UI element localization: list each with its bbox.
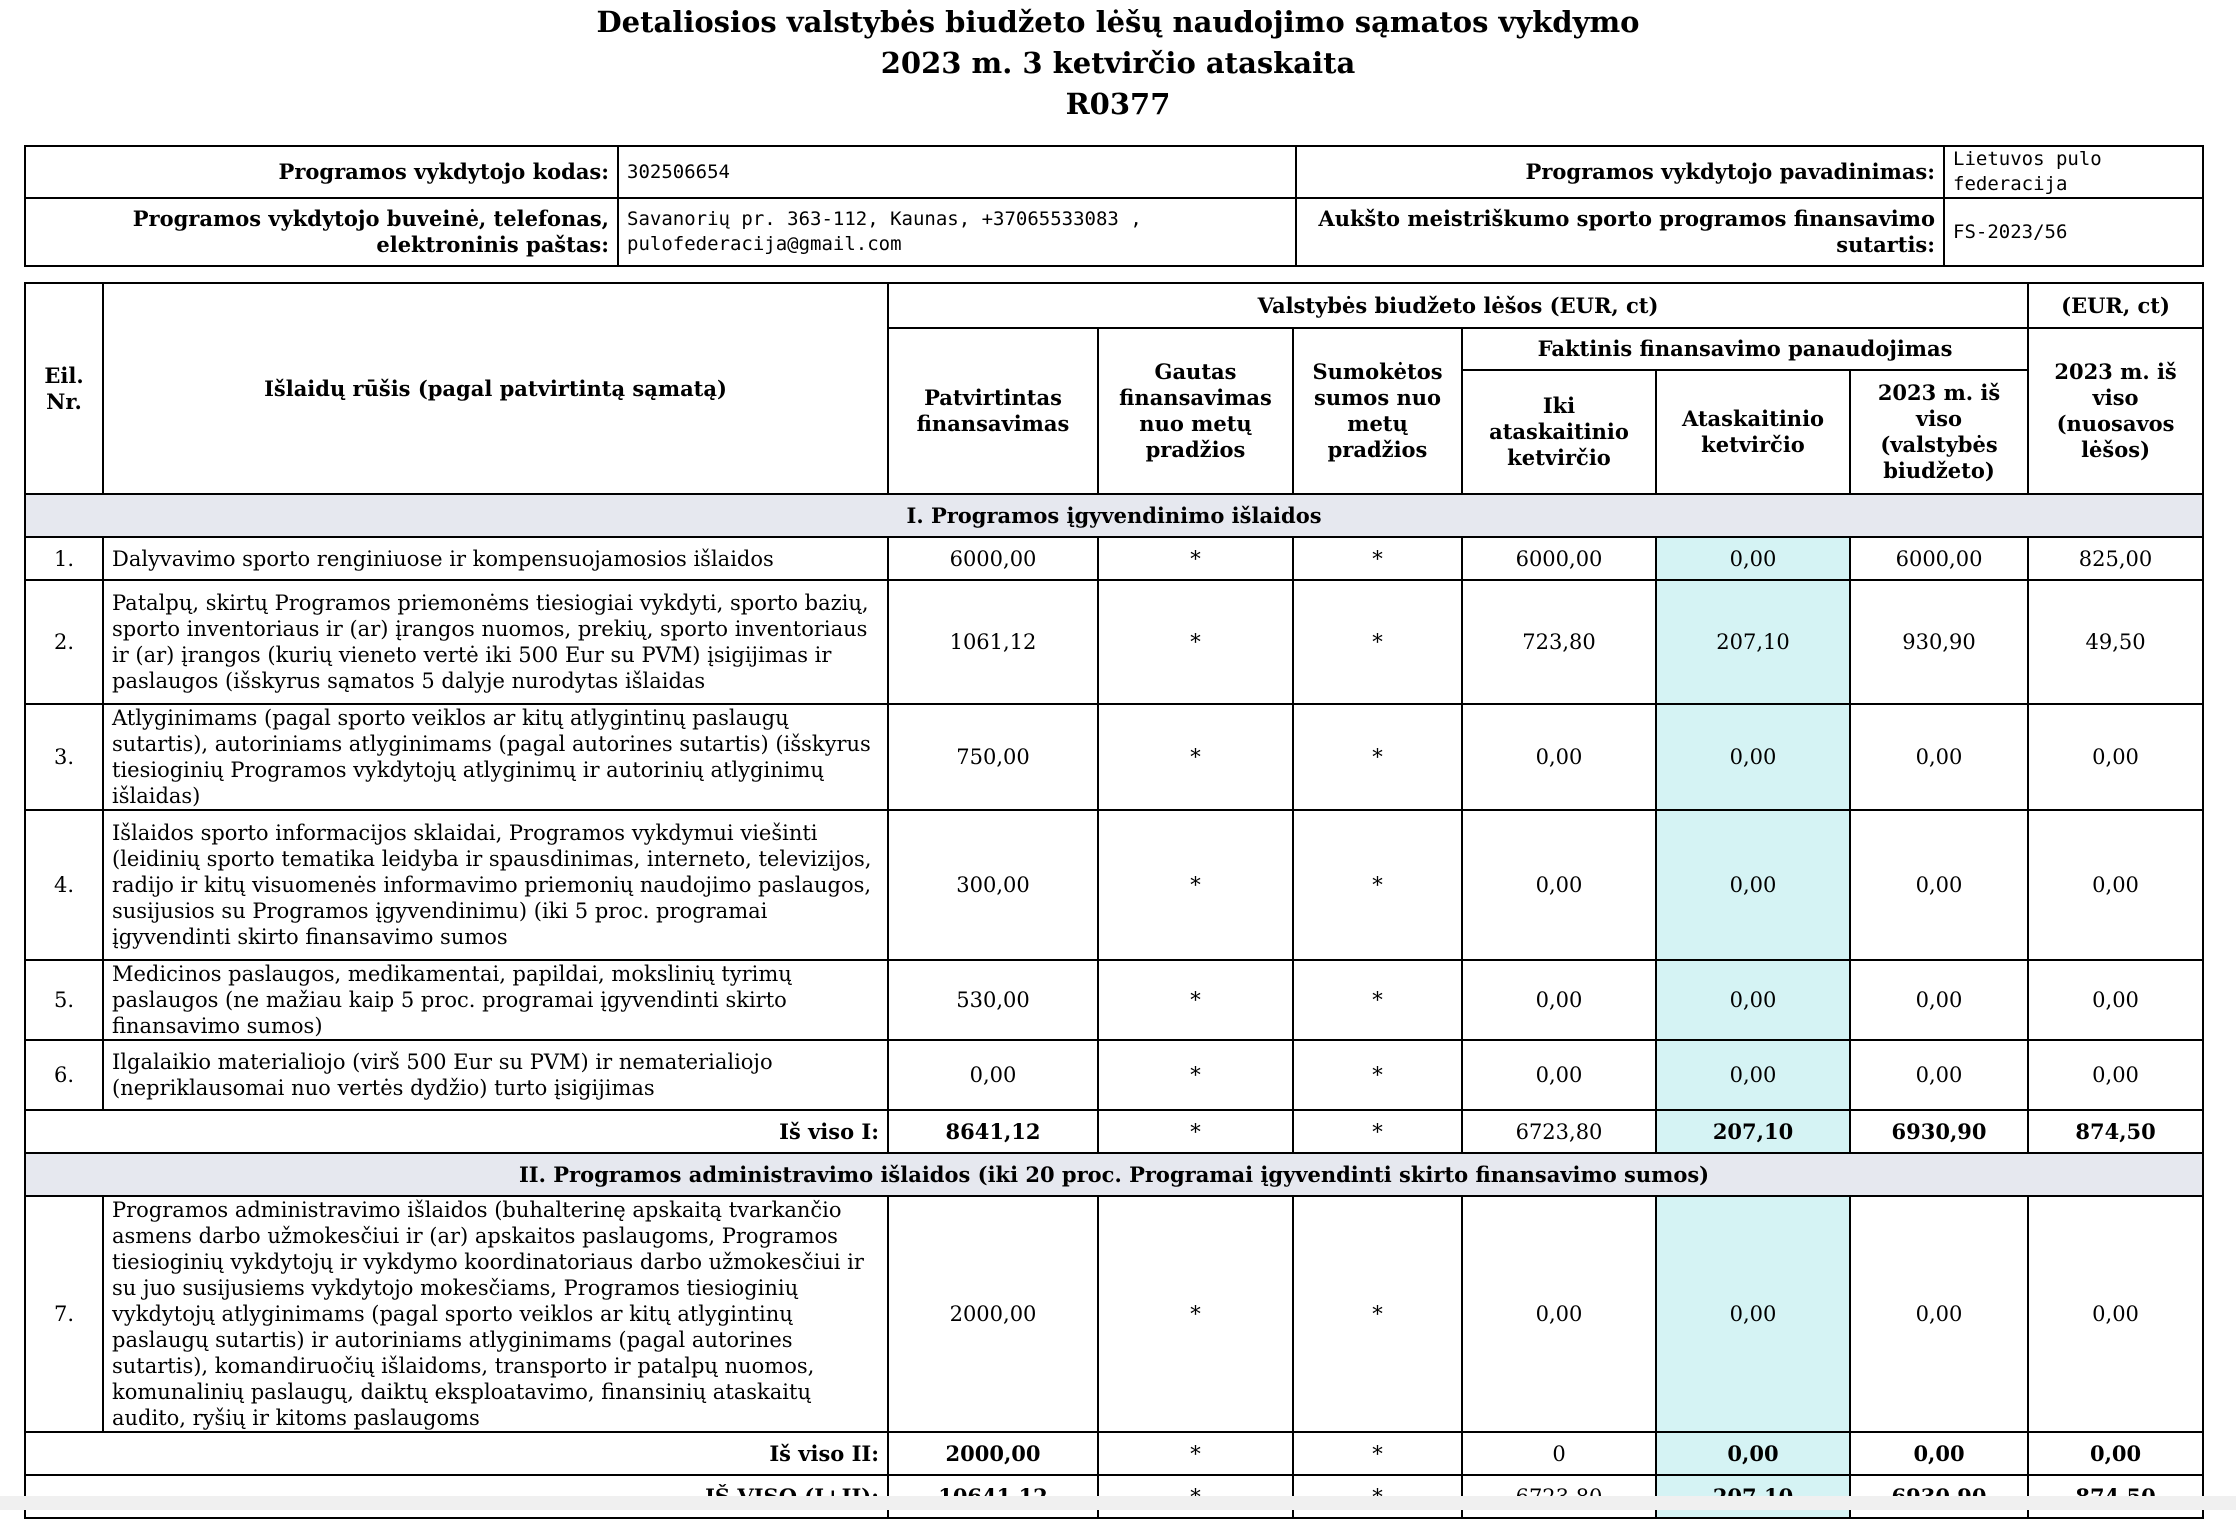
paid-cell: * [1293, 810, 1462, 960]
expense-description: Patalpų, skirtų Programos priemonėms tiesiogiai vykdyti, sporto bazių, sporto inventoriaus ir (ar) įrangos nuomos, prekių, sporto inventoriaus ir (ar) įrangos (kurių vieneto vertė iki 500 Eur su PVM) įsigijimas ir paslaugos (išskyrus sąmatos 5 dalyje nurodytas išlaidas [103, 580, 888, 704]
state-total-cell: 0,00 [1850, 704, 2028, 810]
executor-code-value: 302506654 [618, 146, 1296, 198]
row-number: 1. [25, 537, 103, 580]
own-total-cell: 0,00 [2028, 704, 2203, 810]
row-number: 2. [25, 580, 103, 704]
total-label: Iš viso I: [25, 1110, 888, 1153]
table-row [25, 537, 2203, 580]
report-code: R0377 [1065, 87, 1171, 121]
expense-description: Medicinos paslaugos, medikamentai, papildai, mokslinių tyrimų paslaugos (ne mažiau kaip 5 proc. programai įgyvendinti skirto finansavimo sumos) [103, 960, 888, 1040]
total-before-quarter-cell: 0 [1462, 1432, 1656, 1475]
paid-cell: * [1293, 580, 1462, 704]
budget-table [24, 282, 2204, 1519]
executor-info-table [24, 145, 2204, 267]
executor-info-row [25, 146, 2203, 198]
col-header-received: Gautas finansavimas nuo metų pradžios [1098, 328, 1293, 494]
total-before-quarter-cell: 6723,80 [1462, 1110, 1656, 1153]
report-quarter-cell: 0,00 [1656, 960, 1850, 1040]
col-header-paid: Sumokėtos sumos nuo metų pradžios [1293, 328, 1462, 494]
section-title: I. Programos įgyvendinimo išlaidos [25, 494, 2203, 537]
paid-cell: * [1293, 537, 1462, 580]
col-header-approved: Patvirtintas finansavimas [888, 328, 1098, 494]
row-number: 6. [25, 1040, 103, 1110]
total-report-quarter-cell: 0,00 [1656, 1432, 1850, 1475]
table-row [25, 1040, 2203, 1110]
state-total-cell: 0,00 [1850, 1196, 2028, 1432]
approved-cell: 0,00 [888, 1040, 1098, 1110]
col-header-own-total: 2023 m. iš viso (nuosavos lėšos) [2028, 328, 2203, 494]
report-quarter-cell: 0,00 [1656, 1040, 1850, 1110]
contract-value: FS-2023/56 [1944, 198, 2203, 266]
before-quarter-cell: 0,00 [1462, 1196, 1656, 1432]
expense-description: Dalyvavimo sporto renginiuose ir kompensuojamosios išlaidos [103, 537, 888, 580]
approved-cell: 2000,00 [888, 1196, 1098, 1432]
total-state-total-cell: 0,00 [1850, 1432, 2028, 1475]
state-total-cell: 6000,00 [1850, 537, 2028, 580]
approved-cell: 1061,12 [888, 580, 1098, 704]
bottom-strip [0, 1496, 2236, 1510]
paid-cell: * [1293, 1196, 1462, 1432]
total-approved-cell: 2000,00 [888, 1432, 1098, 1475]
total-state-total-cell: 6930,90 [1850, 1110, 2028, 1153]
own-total-cell: 0,00 [2028, 1196, 2203, 1432]
received-cell: * [1098, 1196, 1293, 1432]
total-received-cell: * [1098, 1110, 1293, 1153]
section-row [25, 494, 2203, 537]
total-report-quarter-cell: 207,10 [1656, 1110, 1850, 1153]
approved-cell: 530,00 [888, 960, 1098, 1040]
total-received-cell: * [1098, 1432, 1293, 1475]
executor-address-value: Savanorių pr. 363-112, Kaunas, +37065533083 , pulofederacija@gmail.com [618, 198, 1296, 266]
contract-label: Aukšto meistriškumo sporto programos finansavimo sutartis: [1296, 198, 1944, 266]
own-total-cell: 0,00 [2028, 810, 2203, 960]
own-total-cell: 0,00 [2028, 960, 2203, 1040]
expense-description: Programos administravimo išlaidos (buhalterinę apskaitą tvarkančio asmens darbo užmokesčiui ir (ar) apskaitos paslaugoms, Programos tiesioginių vykdytojų ir vykdymo koordinatoriaus darbo užmokesčiui ir su juo susijusiems vykdytojo mokesčiams, Programos tiesioginių vykdytojų atlyginimams (pagal sporto veiklos ar kitų atlygintinų paslaugų sutartis) ir autoriniams atlyginimams (pagal autorines sutartis), komandiruočių išlaidoms, transporto ir patalpų nuomos, komunalinių paslaugų, daiktų eksploatavimo, finansinių ataskaitų audito, ryšių ir kitoms paslaugoms [103, 1196, 888, 1432]
executor-name-value: Lietuvos pulo federacija [1944, 146, 2203, 198]
paid-cell: * [1293, 1040, 1462, 1110]
row-number: 5. [25, 960, 103, 1040]
expense-description: Ilgalaikio materialiojo (virš 500 Eur su PVM) ir nematerialiojo (nepriklausomai nuo vertės dydžio) turto įsigijimas [103, 1040, 888, 1110]
own-total-cell: 0,00 [2028, 1040, 2203, 1110]
approved-cell: 300,00 [888, 810, 1098, 960]
col-header-state-total: 2023 m. iš viso (valstybės biudžeto) [1850, 370, 2028, 494]
expense-description: Atlyginimams (pagal sporto veiklos ar kitų atlygintinų paslaugų sutartis), autoriniams atlyginimams (pagal autorines sutartis) (išskyrus tiesioginių Programos vykdytojų atlyginimų ir autorinių atlyginimų išlaidas) [103, 704, 888, 810]
paid-cell: * [1293, 960, 1462, 1040]
own-total-cell: 825,00 [2028, 537, 2203, 580]
table-row [25, 810, 2203, 960]
col-header-before-quarter: Iki ataskaitinio ketvirčio [1462, 370, 1656, 494]
before-quarter-cell: 0,00 [1462, 1040, 1656, 1110]
total-paid-cell: * [1293, 1432, 1462, 1475]
table-row [25, 960, 2203, 1040]
total-paid-cell: * [1293, 1110, 1462, 1153]
section-row [25, 1153, 2203, 1196]
total-approved-cell: 8641,12 [888, 1110, 1098, 1153]
table-row [25, 580, 2203, 704]
total-row [25, 1110, 2203, 1153]
report-quarter-cell: 207,10 [1656, 580, 1850, 704]
budget-table-body [25, 494, 2203, 1518]
col-header-actual: Faktinis finansavimo panaudojimas [1462, 328, 2028, 370]
state-total-cell: 0,00 [1850, 810, 2028, 960]
row-number: 3. [25, 704, 103, 810]
approved-cell: 6000,00 [888, 537, 1098, 580]
received-cell: * [1098, 1040, 1293, 1110]
state-total-cell: 0,00 [1850, 960, 2028, 1040]
total-row [25, 1432, 2203, 1475]
before-quarter-cell: 0,00 [1462, 704, 1656, 810]
executor-name-label: Programos vykdytojo pavadinimas: [1296, 146, 1944, 198]
col-header-no: Eil. Nr. [25, 283, 103, 494]
executor-code-label: Programos vykdytojo kodas: [25, 146, 618, 198]
state-total-cell: 930,90 [1850, 580, 2028, 704]
header-row [25, 283, 2203, 328]
executor-address-label: Programos vykdytojo buveinė, telefonas, elektroninis paštas: [25, 198, 618, 266]
total-label: Iš viso II: [25, 1432, 888, 1475]
report-title-line2: 2023 m. 3 ketvirčio ataskaita [880, 46, 1356, 80]
report-title-line1: Detaliosios valstybės biudžeto lėšų naudojimo sąmatos vykdymo [596, 5, 1640, 39]
col-header-report-quarter: Ataskaitinio ketvirčio [1656, 370, 1850, 494]
row-number: 4. [25, 810, 103, 960]
approved-cell: 750,00 [888, 704, 1098, 810]
before-quarter-cell: 0,00 [1462, 960, 1656, 1040]
received-cell: * [1098, 580, 1293, 704]
before-quarter-cell: 6000,00 [1462, 537, 1656, 580]
executor-info-row [25, 198, 2203, 266]
before-quarter-cell: 0,00 [1462, 810, 1656, 960]
received-cell: * [1098, 960, 1293, 1040]
state-total-cell: 0,00 [1850, 1040, 2028, 1110]
row-number: 7. [25, 1196, 103, 1432]
total-own-total-cell: 0,00 [2028, 1432, 2203, 1475]
received-cell: * [1098, 810, 1293, 960]
paid-cell: * [1293, 704, 1462, 810]
total-own-total-cell: 874,50 [2028, 1110, 2203, 1153]
expense-description: Išlaidos sporto informacijos sklaidai, Programos vykdymui viešinti (leidinių sporto tematika leidyba ir spausdinimas, interneto, televizijos, radijo ir kitų visuomenės informavimo priemonių naudojimo paslaugos, susijusios su Programos įgyvendinimu) (iki 5 proc. programai įgyvendinti skirto finansavimo sumos [103, 810, 888, 960]
before-quarter-cell: 723,80 [1462, 580, 1656, 704]
col-header-state-funds: Valstybės biudžeto lėšos (EUR, ct) [888, 283, 2028, 328]
report-quarter-cell: 0,00 [1656, 537, 1850, 580]
received-cell: * [1098, 704, 1293, 810]
report-quarter-cell: 0,00 [1656, 704, 1850, 810]
report-quarter-cell: 0,00 [1656, 1196, 1850, 1432]
received-cell: * [1098, 537, 1293, 580]
own-total-cell: 49,50 [2028, 580, 2203, 704]
table-row [25, 704, 2203, 810]
report-quarter-cell: 0,00 [1656, 810, 1850, 960]
section-title: II. Programos administravimo išlaidos (iki 20 proc. Programai įgyvendinti skirto finansavimo sumos) [25, 1153, 2203, 1196]
col-header-eur: (EUR, ct) [2028, 283, 2203, 328]
col-header-type: Išlaidų rūšis (pagal patvirtintą sąmatą) [103, 283, 888, 494]
table-row [25, 1196, 2203, 1432]
